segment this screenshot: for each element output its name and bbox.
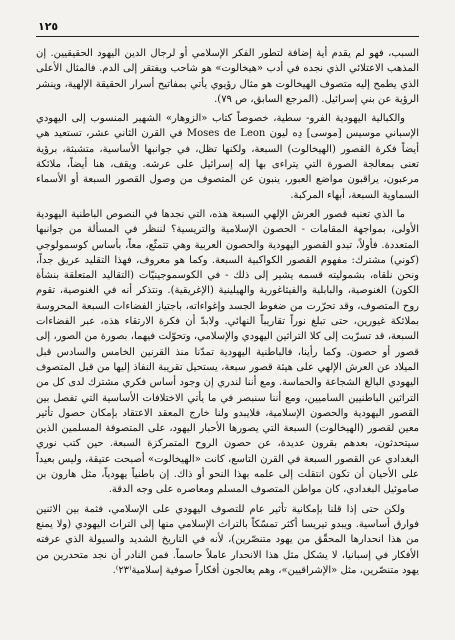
- header-rule: [36, 36, 419, 37]
- paragraph-3: ما الذي تعنيه قصور العرش الإلهي السبعة هذه، التي نجدها في النصوص الباطنية اليهودية الأولى، بمواجهة المقامات - الحصون الإسلامية والتريسية؟ لننظر في المسألة من جوانبها المتعددة. فأولاً، تبدو القصور اليهودية والحصون العربية وهي تتمثّع، معاً، بأساس كوسمولوجي (كوني) مشترك: مفهوم القصور الكواكبية السبعة. وكما هو معروف، فهذا التقليد عريق جداً، ونحن نلقاه، بشموليته قسمه يشير إلى ذلك - في الكوسموجينيّات (التقاليد المتعلقة بنشأة الكون) الغنوصية، والبابلية والفيثاغورية والهيلينية (الإغريقية). ونتذكر أنه في الغنوصية، تقوم روح المتصوف، وقد تحرّرت من ضغوط الجسد وإغواءاته، باجتياز الفضاءات السبعة المحروسة بملائكة غيورين، حتى تبلغ نوراً تقاريباً النهائي. ولابدّ أن فكرة الارتقاء هذه، عبر الفضاءات السبعة، قد تسرّبت إلى كلا التراثين اليهودي والإسلامي، وتحوّلت فيهما، بصورة من الصور، إلى قصور أو حصون. وكما رأينا، فالباطنية اليهودية تمدّنا منذ القرنين الخامس والسادس قبل الميلاد عن العرش الإلهي على هيئة قصور سبعة، يستحيل تقريبة النفاذ إليها من قبل المتصوف اليهودي البالغ الشجاعة والحماسة. ومع أننا لندري إن وجود أساس فكري مشترك لدى كل من التراثين الباطنيين الساميين، ومع أننا سنبصر في ما يأتي الاختلافات الأساسية التي تفصل بين القصور اليهودية والحصون الإسلامية، فلايبدو ولنا خارج المعقد الاعتقاد بإمكان حصول تأثير معين لقصور (الهيخالوت) السبعة التي يصورها الأحبار اليهود، على المتصوفة المسلمين الذين سيتحدثون، بعدهم بقرون عديدة، عن حصون الروح المتمركزة السبعة. حين كتب نوري البغدادي عن القصور السبعة في القرن التاسع، كانت «الهيخالوت» أصبحت عتيقة، وليس بعيداً على الأحيان أن تكون انتقلت إلى علمه بهذا النحو أو ذاك. إن باطنياً يهودياً، مثل هارون بن صاموئيل البغدادي، كان مواطن المتصوف المسلم ومعاصره على وجه الدقة.: [36, 208, 419, 496]
- paragraph-4: ولكن حتى إذا قلنا بإمكانية تأثير عام للتصوف اليهودي على الإسلامي، فثمة بين الاثنين فوارق أساسية. ويبدو تيريسا أكثر تمسّكاً بالتراث الإسلامي منها إلى التراث اليهودي (ولا يمنع من هذا انحدارها المحقّق من يهود متنصّرين)، لأنه في التاريخ الشديد والسيولة الذي عرفته الأفكار في إسبانيا، لا يشكل مثل هذا الانحدار عاملاً حاسماً. فمن النادر أن نجد متحدرين من يهود متنصّرين، مثل «الإشراقيين»، وهم يعالجون أفكاراً صوفية إسلامية⁽٢٣⁾.: [36, 503, 419, 576]
- page-number: ١٢٥: [38, 20, 59, 33]
- paragraph-1: السبب، فهو لم يقدم أية إضافة لتطور الفكر الإسلامي أو لرجال الدين اليهود الحقيقيين. إن المذهب الاعتلائي الذي نجده في أدب «هيخالوت» هو شاحب ويفتقر إلى الدم. فالمثال الأعلى الذي يطمح إليه متصوف الهيخالوت هو مثال رؤيوي يأتي بمفاتيح أسرار الحقيقة الإلهية، وينشر الرؤية عن بني إسرائيل. (المرجع السابق، ص ٧٩).: [36, 48, 419, 105]
- paragraph-2: والكبالية اليهودية الفرو- سطية، خصوصاً كتاب «الزوهار» الشهير المنسوب إلى اليهودي الإسباني موسيس [موسى] دِه ليون Moses de Leon في القرن الثاني عشر، تستعيد هي أيضاً فكرة القصور (الهيخالوت) السبعة، ولكنها تظل، في جوانبها الأساسية، متشبثة، برؤية تعنى بمعالجة الصورة التي يتراءى بها إله إسرائيل على عرشه. ويقف، هنا أيضاً، ملائكة مرعبون، يراقبون مواضع العبور، ينبون عن المتصوف من وصول القصور السبعة أو الأسماء السماوية السبعة، أبهاء المركبة.: [36, 113, 419, 201]
- page-body: [36, 46, 419, 626]
